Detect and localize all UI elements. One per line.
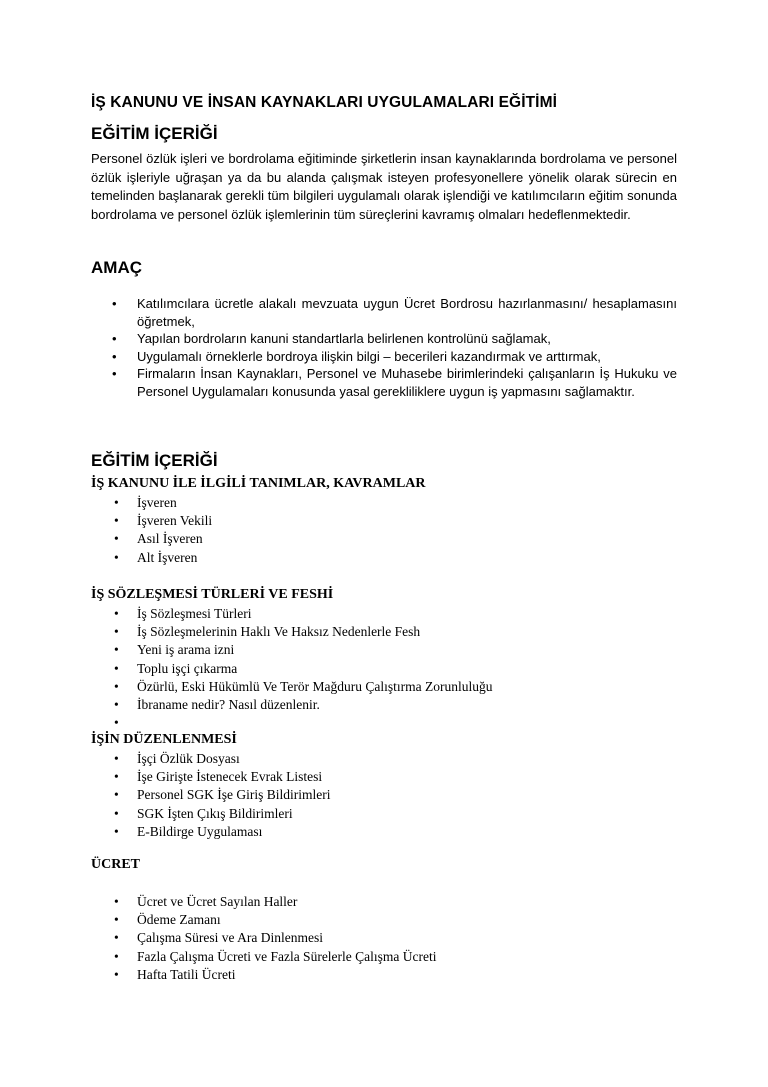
- list-item: • Çalışma Süresi ve Ara Dinlenmesi: [91, 929, 437, 947]
- subsection-heading-contracts: İŞ SÖZLEŞMESİ TÜRLERİ VE FESHİ: [91, 587, 334, 602]
- subsection-heading-work-organization: İŞİN DÜZENLENMESİ: [91, 732, 237, 747]
- list-item: • Yapılan bordroların kanuni standartlarla belirlenen kontrolünü sağlamak,: [91, 330, 677, 348]
- main-title: İŞ KANUNU VE İNSAN KAYNAKLARI UYGULAMALARI EĞİTİMİ: [91, 94, 557, 111]
- list-item: • Hafta Tatili Ücreti: [91, 966, 437, 984]
- list-item: • Ücret ve Ücret Sayılan Haller: [91, 893, 437, 911]
- section-heading-education-content: EĞİTİM İÇERİĞİ: [91, 124, 218, 143]
- aim-list: [91, 295, 677, 401]
- list-item: • Toplu işçi çıkarma: [91, 660, 493, 678]
- list-item: • E-Bildirge Uygulaması: [91, 823, 330, 841]
- list-item-empty: [91, 714, 493, 732]
- list-item: • Katılımcılara ücretle alakalı mevzuata uygun Ücret Bordrosu hazırlanmasını/ hesaplamasını öğretmek,: [91, 295, 677, 330]
- list-item: • İşveren: [91, 494, 212, 512]
- list-item: • İbraname nedir? Nasıl düzenlenir.: [91, 696, 493, 714]
- section-heading-aim: AMAÇ: [91, 258, 142, 277]
- wages-list: [91, 893, 437, 984]
- list-item: • İşveren Vekili: [91, 512, 212, 530]
- section-heading-training-content: EĞİTİM İÇERİĞİ: [91, 451, 218, 470]
- list-item: • İşçi Özlük Dosyası: [91, 750, 330, 768]
- list-item: • Uygulamalı örneklerle bordroya ilişkin bilgi – becerileri kazandırmak ve arttırmak,: [91, 348, 677, 366]
- work-organization-list: [91, 750, 330, 841]
- subsection-heading-definitions: İŞ KANUNU İLE İLGİLİ TANIMLAR, KAVRAMLAR: [91, 476, 426, 491]
- list-item: • Personel SGK İşe Giriş Bildirimleri: [91, 786, 330, 804]
- list-item: • İşe Girişte İstenecek Evrak Listesi: [91, 768, 330, 786]
- intro-paragraph: Personel özlük işleri ve bordrolama eğitiminde şirketlerin insan kaynaklarında bordrolama ve personel özlük işleriyle uğraşan ya da bu alanda çalışmak isteyen profesyonellere yönelik olarak sürecin en temelinden başlanarak gerekli tüm bilgileri uygulamalı olarak işlendiği ve katılımcıların eğitim sonunda bordrolama ve personel özlük işlemlerinin tüm süreçlerini kavramış olmaları hedeflenmektedir.: [91, 151, 677, 222]
- subsection-heading-wages: ÜCRET: [91, 857, 141, 872]
- list-item: • İş Sözleşmelerinin Haklı Ve Haksız Nedenlerle Fesh: [91, 623, 493, 641]
- list-item: • Alt İşveren: [91, 549, 212, 567]
- list-item: • SGK İşten Çıkış Bildirimleri: [91, 805, 330, 823]
- list-item: • Firmaların İnsan Kaynakları, Personel ve Muhasebe birimlerindeki çalışanların İş Hukuku ve Personel Uygulamaları konusunda yasal gerekliliklere uygun iş yapmasını sağlamaktır.: [91, 365, 677, 400]
- definitions-list: [91, 494, 212, 567]
- list-item: • Yeni iş arama izni: [91, 641, 493, 659]
- list-item: • Özürlü, Eski Hükümlü Ve Terör Mağduru Çalıştırma Zorunluluğu: [91, 678, 493, 696]
- contracts-list: [91, 605, 493, 732]
- list-item: • Ödeme Zamanı: [91, 911, 437, 929]
- list-item: • İş Sözleşmesi Türleri: [91, 605, 493, 623]
- list-item: • Fazla Çalışma Ücreti ve Fazla Sürelerle Çalışma Ücreti: [91, 948, 437, 966]
- list-item: • Asıl İşveren: [91, 530, 212, 548]
